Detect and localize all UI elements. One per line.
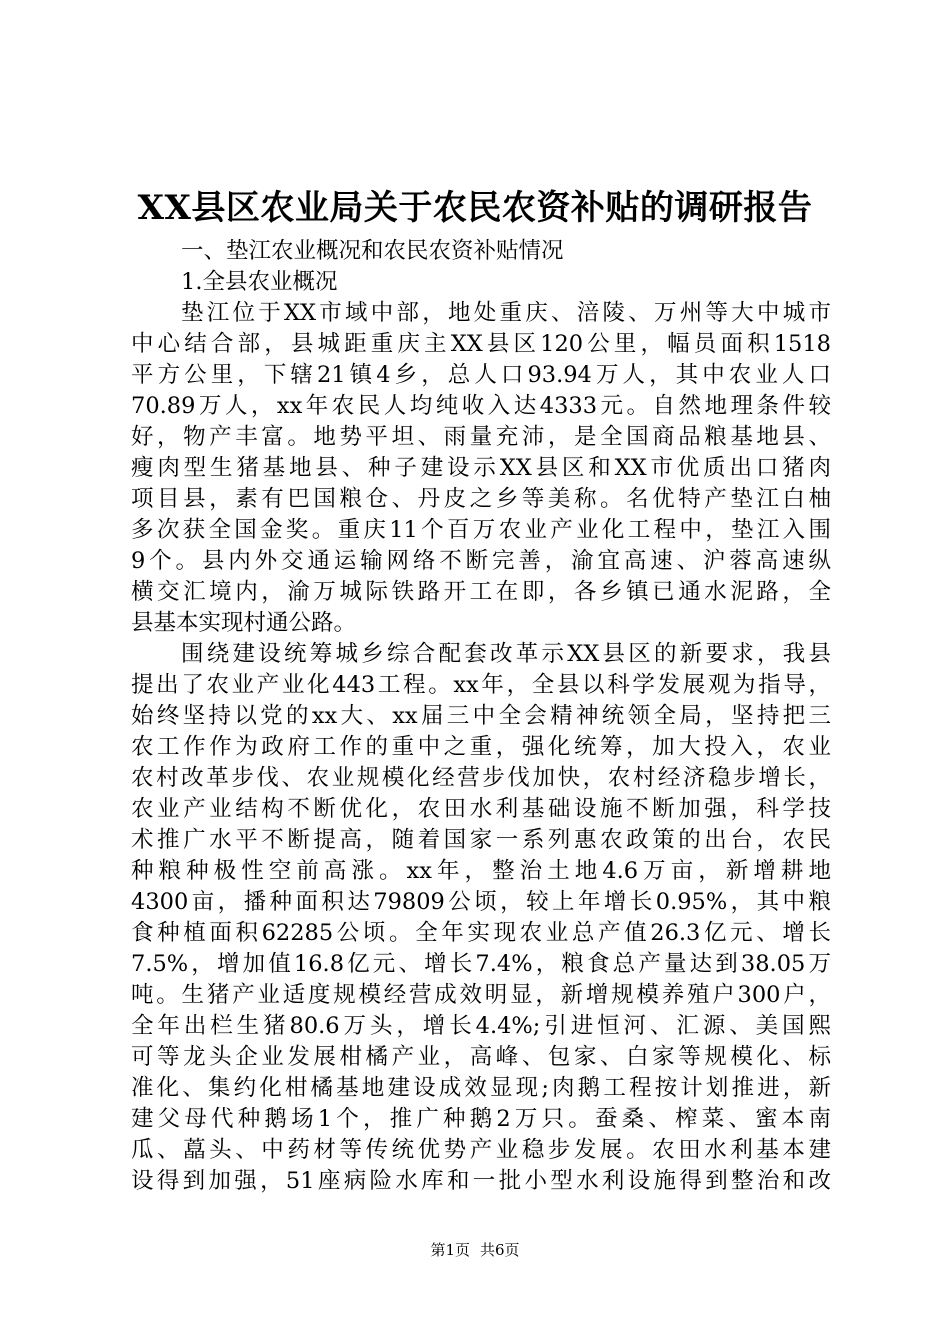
- text-line: 项目县，素有巴国粮仓、丹皮之乡等美称。名优特产垫江白柚: [131, 486, 831, 512]
- text-line: 垫江位于XX市域中部，地处重庆、涪陵、万州等大中城市: [181, 300, 831, 326]
- text-line: 好，物产丰富。地势平坦、雨量充沛，是全国商品粮基地县、: [131, 424, 831, 450]
- text-line: 多次获全国金奖。重庆11个百万农业产业化工程中，垫江入围: [131, 517, 831, 543]
- text-line: 术推广水平不断提高，随着国家一系列惠农政策的出台，农民: [131, 827, 831, 853]
- total-pages-label: 共6页: [480, 1241, 520, 1259]
- current-page-label: 第1页: [430, 1241, 470, 1259]
- text-line: 9个。县内外交通运输网络不断完善，渝宜高速、沪蓉高速纵: [131, 548, 831, 574]
- text-line: 70.89万人，xx年农民人均纯收入达4333元。自然地理条件较: [131, 393, 831, 419]
- text-line: 种粮种极性空前高涨。xx年，整治土地4.6万亩，新增耕地: [131, 858, 831, 884]
- text-line: 食种植面积62285公顷。全年实现农业总产值26.3亿元、增长: [131, 920, 831, 946]
- page-footer: [0, 1240, 950, 1260]
- text-line: 始终坚持以党的xx大、xx届三中全会精神统领全局，坚持把三: [131, 703, 831, 729]
- text-line: 农业产业结构不断优化，农田水利基础设施不断加强，科学技: [131, 796, 831, 822]
- document-title: XX县区农业局关于农民农资补贴的调研报告: [137, 188, 813, 228]
- text-line: 设得到加强，51座病险水库和一批小型水利设施得到整治和改: [131, 1168, 831, 1194]
- text-line: 建父母代种鹅场1个，推广种鹅2万只。蚕桑、榨菜、蜜本南: [131, 1106, 831, 1132]
- text-line: 中心结合部，县城距重庆主XX县区120公里，幅员面积1518: [131, 331, 831, 357]
- text-line: 可等龙头企业发展柑橘产业，高峰、包家、白家等规模化、标: [131, 1044, 831, 1070]
- text-line: 横交汇境内，渝万城际铁路开工在即，各乡镇已通水泥路，全: [131, 579, 831, 605]
- text-line: 吨。生猪产业适度规模经营成效明显，新增规模养殖户300户，: [131, 982, 831, 1008]
- text-line: 平方公里，下辖21镇4乡，总人口93.94万人，其中农业人口: [131, 362, 831, 388]
- text-line: 瓜、藠头、中药材等传统优势产业稳步发展。农田水利基本建: [131, 1137, 831, 1163]
- text-line: 围绕建设统筹城乡综合配套改革示XX县区的新要求，我县: [181, 641, 831, 667]
- text-line: 瘦肉型生猪基地县、种子建设示XX县区和XX市优质出口猪肉: [131, 455, 831, 481]
- text-line: 全年出栏生猪80.6万头，增长4.4%;引进恒河、汇源、美国熙: [131, 1013, 831, 1039]
- text-line: 农村改革步伐、农业规模化经营步伐加快，农村经济稳步增长，: [131, 765, 831, 791]
- text-line: 提出了农业产业化443工程。xx年，全县以科学发展观为指导，: [131, 672, 831, 698]
- text-line: 县基本实现村通公路。: [131, 610, 357, 636]
- text-line: 4300亩，播种面积达79809公顷，较上年增长0.95%，其中粮: [131, 889, 831, 915]
- text-line: 一、垫江农业概况和农民农资补贴情况: [181, 238, 564, 264]
- text-line: 准化、集约化柑橘基地建设成效显现;肉鹅工程按计划推进，新: [131, 1075, 831, 1101]
- text-line: 农工作作为政府工作的重中之重，强化统筹，加大投入，农业: [131, 734, 831, 760]
- text-line: 7.5%，增加值16.8亿元、增长7.4%，粮食总产量达到38.05万: [131, 951, 831, 977]
- document-body: [131, 236, 831, 1197]
- text-line: 1.全县农业概况: [181, 269, 338, 295]
